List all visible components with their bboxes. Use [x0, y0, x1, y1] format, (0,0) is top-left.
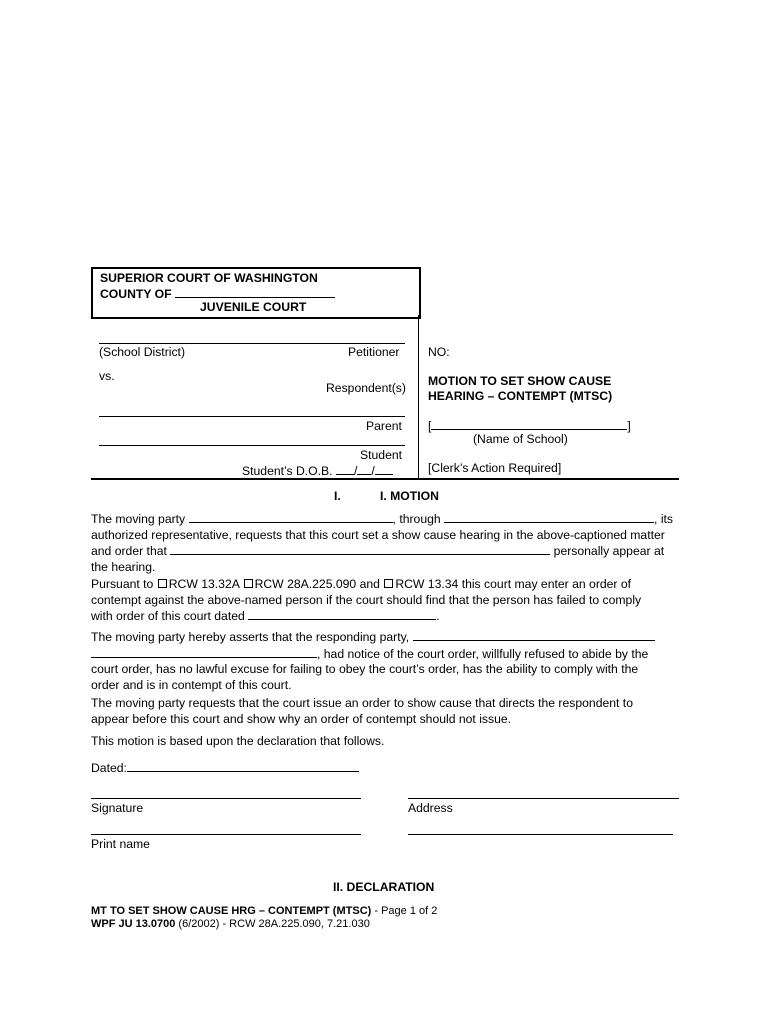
address-blank-1[interactable]	[408, 798, 679, 799]
county-line: COUNTY OF	[100, 286, 335, 301]
signature-label: Signature	[91, 801, 144, 815]
footer-line-1: MT TO SET SHOW CAUSE HRG – CONTEMPT (MTSC) - Page 1 of 2	[91, 905, 438, 917]
representative-blank[interactable]	[444, 511, 654, 523]
document-title-line1: MOTION TO SET SHOW CAUSE	[428, 374, 612, 388]
parent-label: Parent	[366, 419, 402, 433]
school-name-field: [ ]	[428, 419, 631, 433]
document-title-line2: HEARING – CONTEMPT (MTSC)	[428, 389, 613, 403]
signature-blank[interactable]	[91, 798, 361, 799]
case-number-label: NO:	[428, 345, 450, 359]
juvenile-court-label: JUVENILE COURT	[200, 300, 307, 314]
school-name-blank[interactable]	[431, 418, 627, 430]
address-blank-2[interactable]	[408, 834, 673, 835]
print-name-label: Print name	[91, 837, 150, 851]
section-heading-declaration: II. DECLARATION	[333, 880, 435, 894]
caption-divider	[418, 315, 419, 478]
student-label: Student	[360, 448, 403, 462]
rcw-28a-checkbox[interactable]	[244, 579, 253, 588]
court-name: SUPERIOR COURT OF WASHINGTON	[100, 271, 318, 285]
court-header-box	[91, 267, 421, 319]
school-district-blank[interactable]	[99, 343, 405, 344]
school-name-label: (Name of School)	[473, 432, 568, 446]
parent-blank[interactable]	[99, 416, 405, 417]
order-date-blank[interactable]	[248, 608, 436, 620]
motion-paragraph-1: The moving party , through , its authorized representative, requests that this court set a show cause hearing in the above-captioned matter and order that personally appear at the hearing.	[91, 512, 674, 574]
dob-year-blank[interactable]	[375, 463, 393, 475]
footer-line-2: WPF JU 13.0700 (6/2002) - RCW 28A.225.090, 7.21.030	[91, 918, 370, 930]
caption-bottom-rule	[91, 478, 679, 480]
school-district-label: (School District)	[99, 345, 186, 359]
county-blank[interactable]	[175, 286, 335, 298]
section-number: I.	[334, 489, 341, 503]
student-dob: Student’s D.O.B. / /	[242, 463, 393, 478]
motion-paragraph-3: The moving party hereby asserts that the responding party, , had notice of the court order, willfully refused to abide by the court order, has no lawful excuse for failing to obey the court’s order, has the ability to comply with the order and is in contempt of this court.	[91, 629, 691, 693]
dated-blank[interactable]	[127, 760, 359, 772]
address-label: Address	[408, 801, 453, 815]
section-heading-motion: I. MOTION	[380, 489, 439, 503]
student-blank[interactable]	[99, 445, 405, 446]
clerk-action-label: [Clerk’s Action Required]	[428, 461, 562, 475]
vs-label: vs.	[99, 369, 115, 383]
rcw-13-32a-checkbox[interactable]	[158, 579, 167, 588]
respondents-label: Respondent(s)	[326, 381, 406, 395]
dob-month-blank[interactable]	[336, 463, 354, 475]
dated-field: Dated:	[91, 760, 359, 775]
responding-party-blank-2[interactable]	[91, 646, 317, 658]
motion-paragraph-4: The moving party requests that the court issue an order to show cause that directs the respondent to appear before this court and show why an order of contempt should not issue.	[91, 696, 633, 726]
print-name-blank[interactable]	[91, 834, 361, 835]
appearing-person-blank[interactable]	[170, 543, 550, 555]
motion-paragraph-5: This motion is based upon the declaration that follows.	[91, 734, 385, 748]
rcw-13-34-checkbox[interactable]	[384, 579, 393, 588]
moving-party-blank[interactable]	[189, 511, 393, 523]
motion-paragraph-2: Pursuant to RCW 13.32A RCW 28A.225.090 and RCW 13.34 this court may enter an order of contempt against the above-named person if the court should find that the person has failed to comply with order of this court dated .	[91, 577, 642, 623]
petitioner-label: Petitioner	[348, 345, 400, 359]
dob-day-blank[interactable]	[357, 463, 371, 475]
responding-party-blank-1[interactable]	[413, 629, 655, 641]
